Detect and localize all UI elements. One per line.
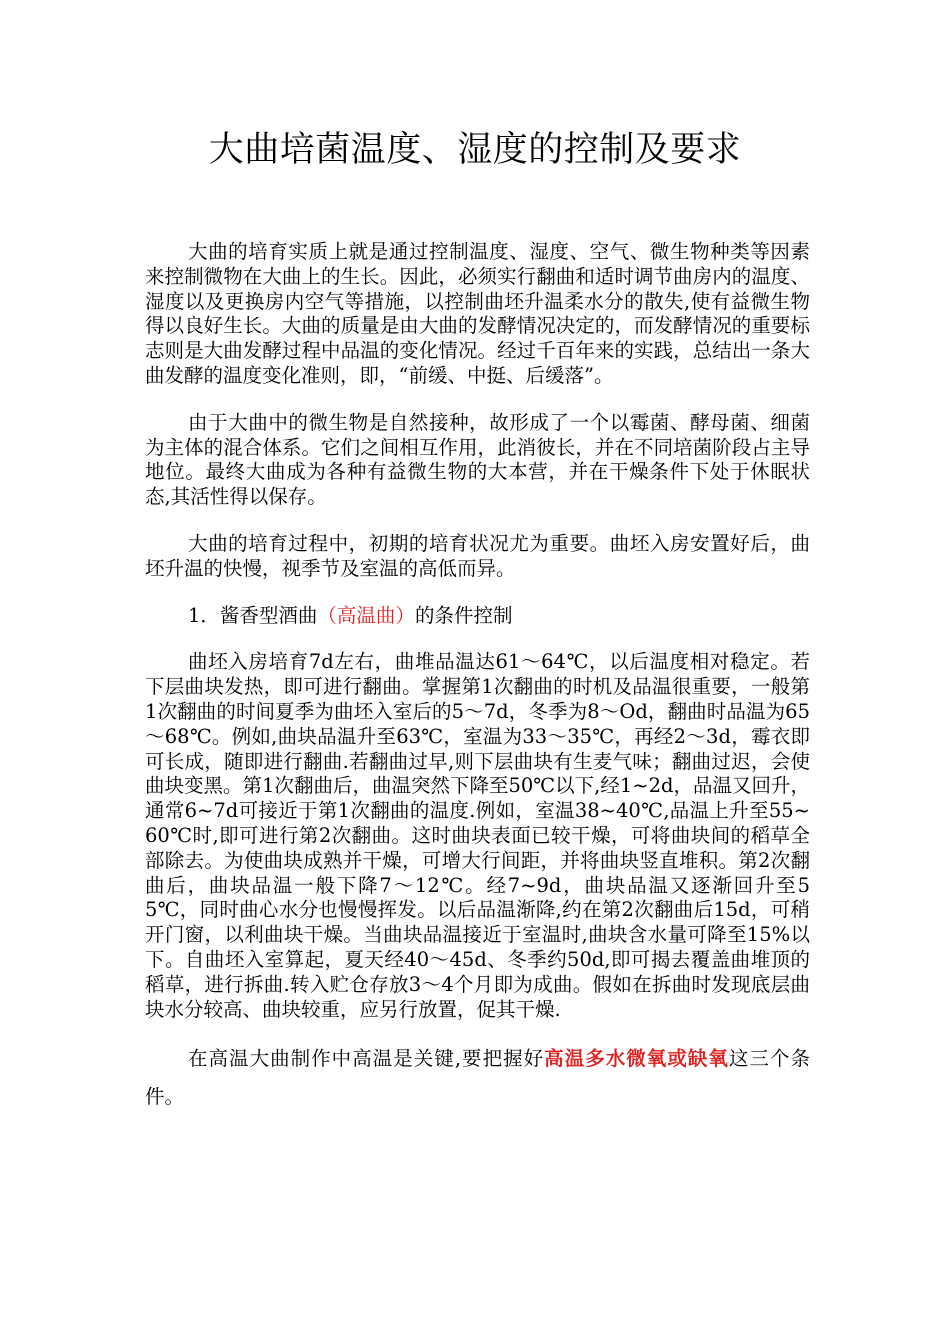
section-heading-prefix: 1．酱香型酒曲 [188, 603, 318, 627]
paragraph-intro: 大曲的培育实质上就是通过控制温度、湿度、空气、微生物种类等因素来控制微物在大曲上的生长。因此，必须实行翻曲和适时调节曲房内的温度、湿度以及更换房内空气等措施，以控制曲坯升温柔水分的散失,使有益微生物得以良好生长。大曲的质量是由大曲的发酵情况决定的，而发酵情况的重要标志则是大曲发酵过程中品温的变化情况。经过千百年来的实践，总结出一条大曲发酵的温度变化准则，即，“前缓、中挺、后缓落”。 [145, 240, 810, 387]
document-body [145, 240, 810, 1138]
paragraph-closing [145, 1040, 810, 1116]
closing-highlight: 高温多水微氧或缺氧 [544, 1047, 729, 1071]
section-heading-suffix: 的条件控制 [414, 603, 513, 627]
document-title: 大曲培菌温度、湿度的控制及要求 [208, 130, 742, 170]
paragraph-microbes: 由于大曲中的微生物是自然接种，故形成了一个以霉菌、酵母菌、细菌为主体的混合体系。它们之间相互作用，此消彼长，并在不同培菌阶段占主导地位。最终大曲成为各种有益微生物的大本营，并在干燥条件下处于休眠状态,其活性得以保存。 [145, 410, 810, 509]
closing-suffix: 这三个条件。 [145, 1047, 810, 1109]
closing-prefix: 在高温大曲制作中高温是关键,要把握好 [188, 1047, 545, 1071]
section-heading-highlight: （高温曲） [317, 603, 415, 627]
paragraph-early-cultivation: 大曲的培育过程中，初期的培育状况尤为重要。曲坯入房安置好后，曲坯升温的快慢，视季节及室温的高低而异。 [145, 531, 810, 580]
paragraph-section-body: 曲坯入房培育7d左右，曲堆品温达61～64℃，以后温度相对稳定。若下层曲块发热，即可进行翻曲。掌握第1次翻曲的时机及品温很重要，一般第1次翻曲的时间夏季为曲坯入室后的5～7d，冬季为8～Od，翻曲时品温为65～68℃。例如,曲块品温升至63℃，室温为33～35℃，再经2～3d，霉衣即可长成，随即进行翻曲.若翻曲过早,则下层曲块有生麦气味；翻曲过迟，会使曲块变黑。第1次翻曲后，曲温突然下降至50℃以下,经1~2d，品温又回升，通常6~7d可接近于第1次翻曲的温度.例如，室温38~40℃,品温上升至55~60℃时,即可进行第2次翻曲。这时曲块表面已较干燥，可将曲块间的稻草全部除去。为使曲块成熟并干燥，可增大行间距，并将曲块竖直堆积。第2次翻曲后，曲块品温一般下降7～12℃。经7~9d，曲块品温又逐渐回升至55℃，同时曲心水分也慢慢挥发。以后品温渐降,约在第2次翻曲后15d，可稍开门窗，以利曲块干燥。当曲块品温接近于室温时,曲块含水量可降至15%以下。自曲坯入室算起，夏天经40～45d、冬季约50d,即可揭去覆盖曲堆顶的稻草，进行拆曲.转入贮仓存放3～4个月即为成曲。假如在拆曲时发现底层曲块水分较高、曲块较重，应另行放置，促其干燥. [145, 650, 810, 1021]
section-heading [145, 604, 810, 629]
